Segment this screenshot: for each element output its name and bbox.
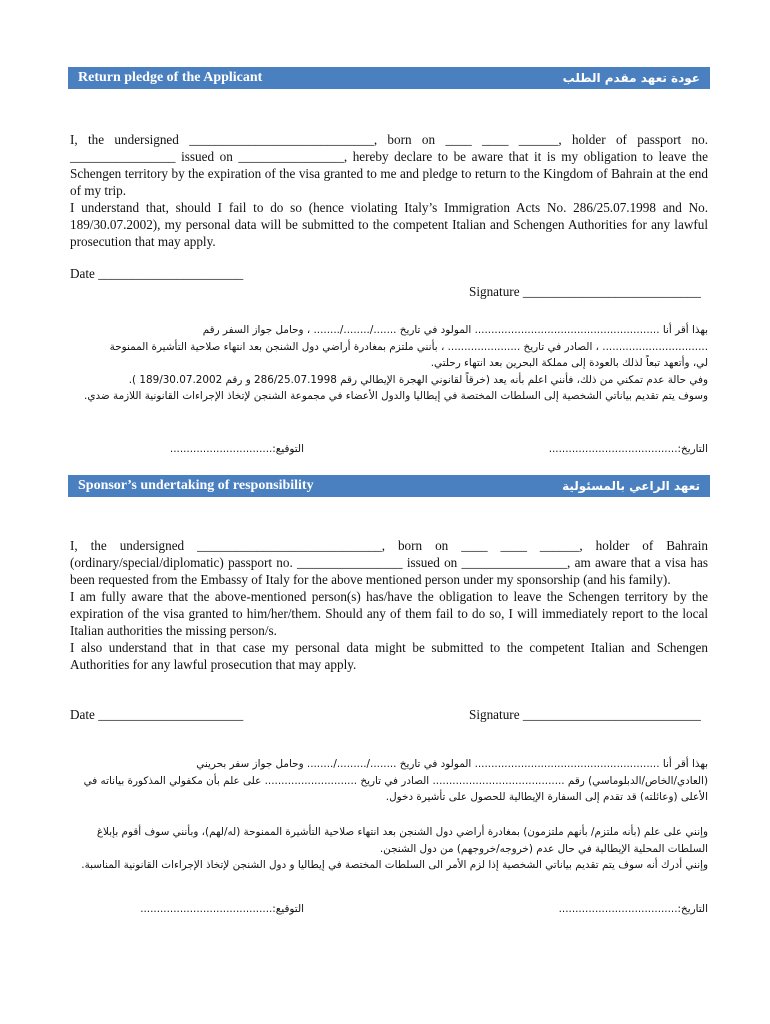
undertaking-paragraph: I also understand that in that case my personal data might be submitted to the competent Italian and Schengen Authorities for any lawful prosecution that may apply.: [70, 640, 708, 672]
undertaking-paragraph: I, the undersigned ____________________________, born on ____ ____ ______, holder of Bahrain (ordinary/special/diplomatic) passport no. ________________ issued on ________________, am aware that a visa has been requested from the Embassy of Italy for the above mentioned person under my sponsorship (and his family).: [70, 538, 708, 587]
arabic-signature-field[interactable]: التوقيع:...............................: [169, 443, 304, 455]
section-title-ar: تعهد الراعي بالمسئولية: [562, 479, 700, 493]
applicant-pledge-text: [70, 131, 708, 250]
sponsor-undertaking-arabic-text-b: [70, 824, 708, 874]
arabic-date-field[interactable]: التاريخ:.......................................: [548, 443, 708, 455]
arabic-line: وسوف يتم تقديم بياناتي الشخصية إلى السلطات المختصة في إيطاليا والدول الأعضاء في مجموعة الشنجن لإتخاذ الإجراءات القانونية اللازمة ضدي.: [84, 390, 708, 402]
date-field[interactable]: Date ______________________: [70, 707, 244, 722]
signature-field[interactable]: Signature ___________________________: [469, 284, 701, 299]
signature-field[interactable]: Signature ___________________________: [469, 707, 701, 722]
arabic-line: الأعلى (وعائلته) قد تقدم إلى السفارة الإيطالية للحصول على تأشيرة دخول.: [385, 791, 708, 803]
sponsor-undertaking-arabic-text-a: [70, 756, 708, 806]
applicant-pledge-arabic-text: [70, 322, 708, 405]
section-title-en: Sponsor’s undertaking of responsibility: [78, 478, 314, 493]
section-title-en: Return pledge of the Applicant: [78, 70, 263, 85]
arabic-line: وإنني على علم (بأنه ملتزم/ بأنهم ملتزمون) بمغادرة أراضي دول الشنجن بعد انتهاء صلاحية التأشيرة الممنوحة (له/لهم)، وبأنني سوف أقوم بإبلاغ: [96, 826, 708, 838]
pledge-paragraph: I, the undersigned ____________________________, born on ____ ____ ______, holder of passport no. ________________ issued on ________________, hereby declare to be aware that it is my obligation to leave the Schengen territory by the expiration of the visa granted to me and pledge to return to the Kingdom of Bahrain at the end of my trip.: [70, 132, 708, 198]
arabic-line: بهذا أقر أنا ........................................................ المولود في تاريخ ......../........./........ وحامل جواز سفر بحريني: [196, 758, 708, 770]
pledge-paragraph: I understand that, should I fail to do so (hence violating Italy’s Immigration Acts No. 286/25.07.1998 and No. 189/30.07.2002), my personal data will be submitted to the competent Italian and Schengen Authorities for any lawful prosecution that may apply.: [70, 200, 708, 249]
arabic-line: ................................ ، الصادر في تاريخ ...................... ، بأنني ملتزم بمغادرة أراضي دول الشنجن بعد انتهاء صلاحية التأشيرة الممنوحة: [109, 340, 708, 353]
section-header-sponsor-undertaking: [68, 475, 710, 497]
arabic-line: وفي حالة عدم تمكني من ذلك، فأنني اعلم بأنه يعد (خرقاً لقانوني الهجرة الإيطالي رقم 286/25.07.1998 و رقم 189/30.07.2002 ).: [128, 373, 708, 386]
section-title-ar: عودة تعهد مقدم الطلب: [562, 71, 700, 85]
section-header-applicant-pledge: [68, 67, 710, 89]
undertaking-paragraph: I am fully aware that the above-mentioned person(s) has/have the obligation to leave the Schengen territory by the expiration of the visa granted to him/her/them. Should any of them fail to do so, I will immediately report to the local Italian authorities the missing person/s.: [70, 589, 708, 638]
arabic-signature-field[interactable]: التوقيع:........................................: [140, 903, 304, 915]
arabic-date-field[interactable]: التاريخ:....................................: [558, 903, 708, 915]
arabic-line: السلطات المحلية الإيطالية في حال عدم (خروجه/خروجهم) من دول الشنجن.: [379, 842, 708, 855]
arabic-line: وإنني أدرك أنه سوف يتم تقديم بياناتي الشخصية إذا لزم الأمر الى السلطات المختصة في إيطاليا و دول الشنجن لإتخاذ الإجراءات القانونية المناسبة.: [81, 859, 708, 871]
sponsor-undertaking-text: [70, 537, 708, 673]
arabic-line: لي، وأتعهد تبعاً لذلك بالعودة إلى مملكة البحرين بعد انتهاء رحلتي.: [430, 357, 708, 369]
arabic-line: بهذا أقر أنا ........................................................ المولود في تاريخ ......./......../........ ، وحامل جواز السفر رقم: [202, 324, 708, 336]
date-field[interactable]: Date ______________________: [70, 266, 244, 281]
arabic-line: (العادي/الخاص/الدبلوماسي) رقم ........................................ الصادر في تاريخ ............................ على علم بأن مكفولي المذكورة بياناته في: [83, 774, 708, 787]
